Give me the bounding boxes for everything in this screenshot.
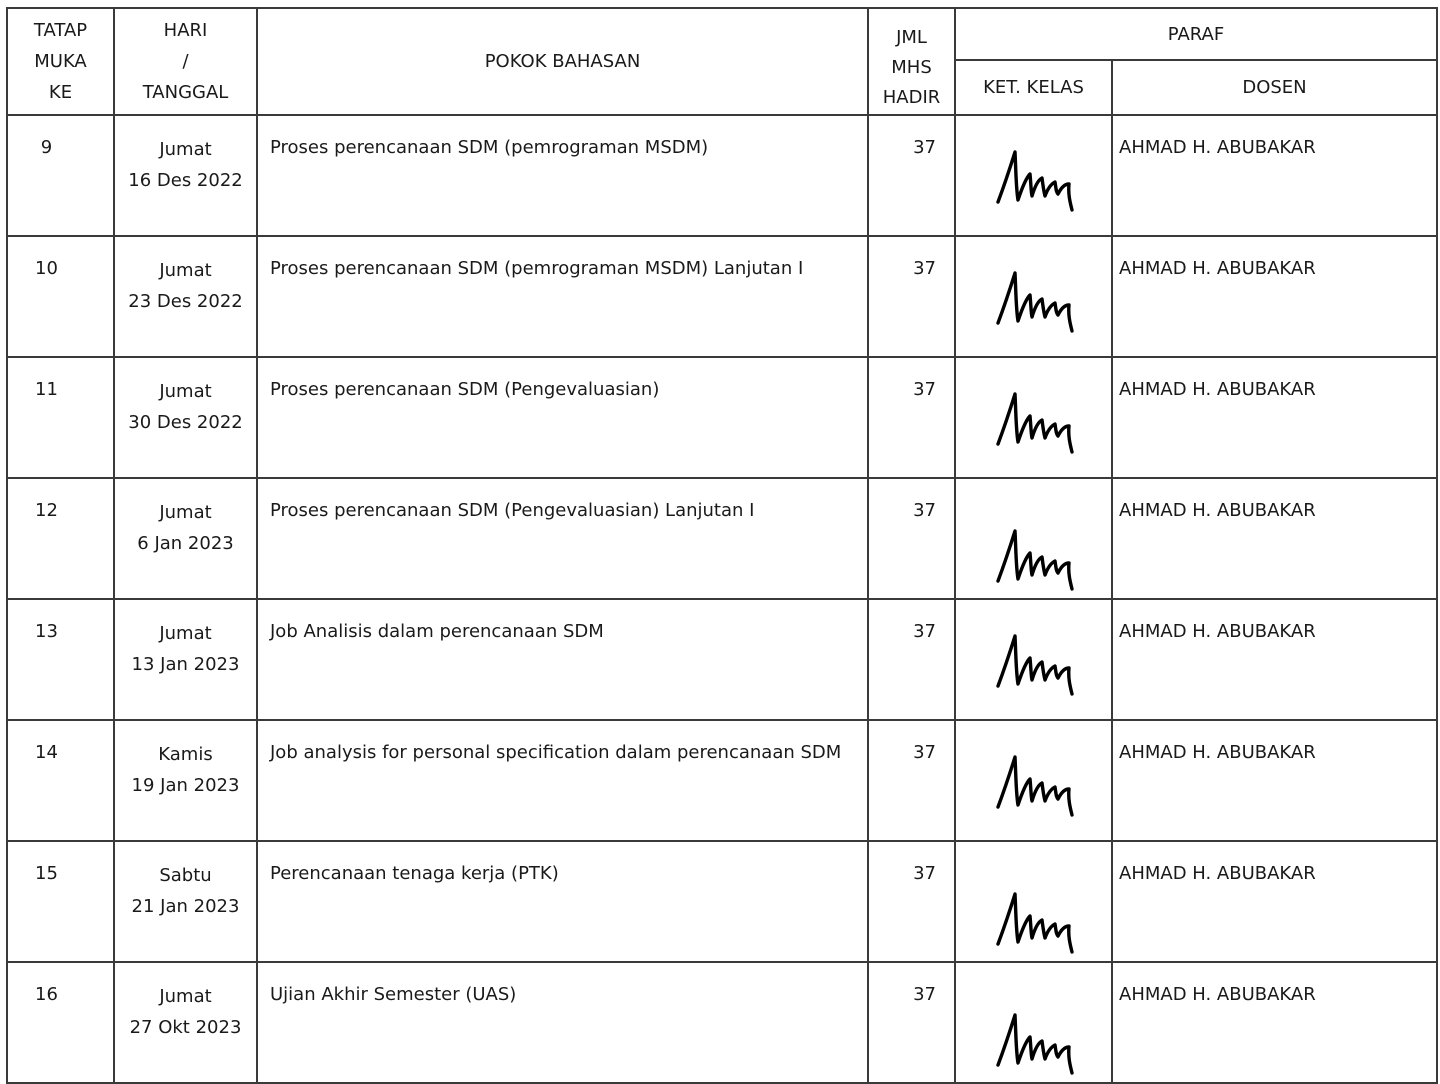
topic-text: Job analysis for personal specification dalam perencanaan SDM — [270, 742, 842, 763]
header-jml-line1: JML — [896, 26, 927, 48]
header-paraf — [955, 8, 1437, 60]
signature-icon — [980, 886, 1090, 956]
signature-icon — [980, 628, 1090, 698]
topic-cell — [257, 115, 868, 236]
meeting-date-text: 21 Jan 2023 — [131, 896, 240, 917]
dosen-name: AHMAD H. ABUBAKAR — [1119, 258, 1316, 279]
header-jml-mhs — [868, 8, 955, 115]
meeting-date-text: 13 Jan 2023 — [131, 654, 240, 675]
header-tatap-muka-line2: MUKA — [34, 51, 87, 72]
meeting-date-text: 16 Des 2022 — [128, 170, 243, 191]
table-row — [7, 599, 1437, 720]
meeting-date — [114, 115, 257, 236]
topic-text: Proses perencanaan SDM (Pengevaluasian) Lanjutan I — [270, 500, 755, 521]
meeting-day: Jumat — [159, 623, 212, 644]
topic-text: Job Analisis dalam perencanaan SDM — [270, 621, 604, 642]
meeting-day: Jumat — [159, 381, 212, 402]
header-pokok-bahasan-label: POKOK BAHASAN — [484, 51, 641, 72]
topic-cell — [257, 962, 868, 1083]
meeting-day: Jumat — [159, 260, 212, 281]
topic-text: Perencanaan tenaga kerja (PTK) — [270, 863, 559, 884]
signature-icon — [980, 523, 1090, 593]
meeting-date-text: 6 Jan 2023 — [137, 533, 234, 554]
header-hari-tanggal — [114, 8, 257, 115]
attendance-table — [6, 7, 1438, 1084]
attendance-count — [868, 720, 955, 841]
meeting-date — [114, 357, 257, 478]
signature-icon — [980, 749, 1090, 819]
attendance-count-text: 37 — [913, 500, 936, 521]
dosen-cell — [1112, 599, 1437, 720]
header-paraf-label: PARAF — [1167, 23, 1225, 45]
topic-text: Proses perencanaan SDM (pemrograman MSDM) — [270, 137, 709, 158]
ket-kelas-signature-cell — [955, 962, 1112, 1083]
topic-cell — [257, 841, 868, 962]
dosen-cell — [1112, 841, 1437, 962]
meeting-number-text: 9 — [40, 137, 53, 158]
header-jml-line3: HADIR — [882, 86, 941, 108]
dosen-cell — [1112, 478, 1437, 599]
meeting-day: Kamis — [158, 744, 213, 765]
meeting-number — [7, 841, 114, 962]
topic-text: Proses perencanaan SDM (pemrograman MSDM) Lanjutan I — [270, 258, 804, 279]
dosen-name: AHMAD H. ABUBAKAR — [1119, 984, 1316, 1005]
meeting-date-text: 27 Okt 2023 — [129, 1017, 242, 1038]
attendance-sheet — [6, 7, 1436, 1084]
meeting-number — [7, 599, 114, 720]
header-jml-line2: MHS — [891, 56, 932, 78]
table-row — [7, 357, 1437, 478]
ket-kelas-signature-cell — [955, 841, 1112, 962]
ket-kelas-signature-cell — [955, 357, 1112, 478]
meeting-number-text: 11 — [35, 379, 58, 400]
meeting-date — [114, 720, 257, 841]
signature-icon — [980, 265, 1090, 335]
table-row — [7, 962, 1437, 1083]
topic-cell — [257, 236, 868, 357]
dosen-cell — [1112, 115, 1437, 236]
attendance-count — [868, 841, 955, 962]
dosen-cell — [1112, 357, 1437, 478]
meeting-number-text: 14 — [35, 742, 58, 763]
ket-kelas-signature-cell — [955, 720, 1112, 841]
meeting-number-text: 12 — [35, 500, 58, 521]
topic-cell — [257, 478, 868, 599]
dosen-cell — [1112, 720, 1437, 841]
table-row — [7, 720, 1437, 841]
meeting-number — [7, 962, 114, 1083]
topic-cell — [257, 357, 868, 478]
dosen-name: AHMAD H. ABUBAKAR — [1119, 500, 1316, 521]
meeting-number-text: 10 — [35, 258, 58, 279]
attendance-count-text: 37 — [913, 742, 936, 763]
meeting-number-text: 15 — [35, 863, 58, 884]
dosen-name: AHMAD H. ABUBAKAR — [1119, 379, 1316, 400]
attendance-count-text: 37 — [913, 863, 936, 884]
topic-cell — [257, 599, 868, 720]
attendance-count — [868, 115, 955, 236]
signature-icon — [980, 1007, 1090, 1077]
meeting-date — [114, 236, 257, 357]
ket-kelas-signature-cell — [955, 115, 1112, 236]
table-row — [7, 236, 1437, 357]
header-tatap-muka — [7, 8, 114, 115]
header-hari-line3: TANGGAL — [142, 82, 229, 103]
attendance-count-text: 37 — [913, 258, 936, 279]
dosen-name: AHMAD H. ABUBAKAR — [1119, 863, 1316, 884]
meeting-date-text: 19 Jan 2023 — [131, 775, 240, 796]
table-row — [7, 841, 1437, 962]
meeting-date-text: 30 Des 2022 — [128, 412, 243, 433]
attendance-count-text: 37 — [913, 379, 936, 400]
table-header — [7, 8, 1437, 115]
header-tatap-muka-line3: KE — [48, 82, 73, 103]
meeting-date-text: 23 Des 2022 — [128, 291, 243, 312]
dosen-name: AHMAD H. ABUBAKAR — [1119, 742, 1316, 763]
attendance-count-text: 37 — [913, 137, 936, 158]
header-hari-line1: HARI — [163, 20, 208, 41]
meeting-day: Sabtu — [159, 865, 212, 886]
table-row — [7, 115, 1437, 236]
table-row — [7, 478, 1437, 599]
header-ket-kelas-label: KET. KELAS — [983, 77, 1084, 98]
meeting-number — [7, 720, 114, 841]
ket-kelas-signature-cell — [955, 599, 1112, 720]
header-dosen — [1112, 60, 1437, 115]
table-body — [7, 115, 1437, 1083]
signature-icon — [980, 144, 1090, 214]
topic-text: Proses perencanaan SDM (Pengevaluasian) — [270, 379, 660, 400]
meeting-number — [7, 478, 114, 599]
header-ket-kelas — [955, 60, 1112, 115]
attendance-count — [868, 236, 955, 357]
meeting-number — [7, 115, 114, 236]
attendance-count-text: 37 — [913, 984, 936, 1005]
attendance-count — [868, 357, 955, 478]
meeting-number — [7, 357, 114, 478]
signature-icon — [980, 386, 1090, 456]
topic-cell — [257, 720, 868, 841]
attendance-count — [868, 478, 955, 599]
meeting-number — [7, 236, 114, 357]
dosen-name: AHMAD H. ABUBAKAR — [1119, 621, 1316, 642]
attendance-count — [868, 599, 955, 720]
header-pokok-bahasan — [257, 8, 868, 115]
meeting-number-text: 16 — [35, 984, 58, 1005]
header-tatap-muka-line1: TATAP — [33, 20, 88, 41]
dosen-name: AHMAD H. ABUBAKAR — [1119, 137, 1316, 158]
ket-kelas-signature-cell — [955, 478, 1112, 599]
meeting-date — [114, 962, 257, 1083]
attendance-count-text: 37 — [913, 621, 936, 642]
dosen-cell — [1112, 236, 1437, 357]
attendance-count — [868, 962, 955, 1083]
meeting-date — [114, 478, 257, 599]
meeting-day: Jumat — [159, 139, 212, 160]
meeting-day: Jumat — [159, 986, 212, 1007]
header-dosen-label: DOSEN — [1242, 77, 1307, 98]
meeting-date — [114, 599, 257, 720]
topic-text: Ujian Akhir Semester (UAS) — [270, 984, 517, 1005]
header-hari-line2: / — [182, 51, 189, 72]
dosen-cell — [1112, 962, 1437, 1083]
meeting-day: Jumat — [159, 502, 212, 523]
ket-kelas-signature-cell — [955, 236, 1112, 357]
meeting-number-text: 13 — [35, 621, 58, 642]
meeting-date — [114, 841, 257, 962]
